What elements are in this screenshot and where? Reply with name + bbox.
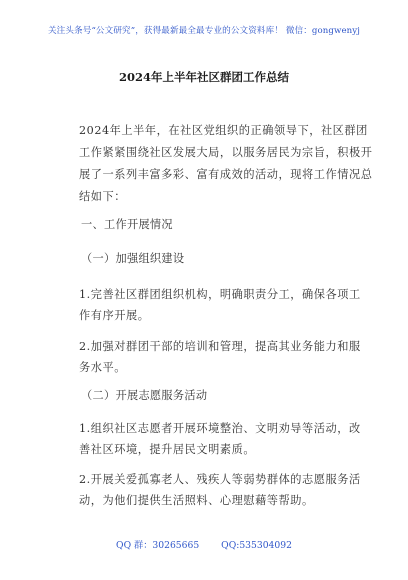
sub2-item1-line-1: 1.组织社区志愿者开展环境整治、文明劝导等活动，改 [79, 422, 361, 435]
intro-line-4: 结如下： [79, 190, 126, 203]
sub2-item2-line-2: 动，为他们提供生活照料、心理慰藉等帮助。 [79, 494, 314, 507]
header-banner: 关注头条号“公文研究”，获得最新最全最专业的公文资料库！ 微信：gongwenyj [47, 26, 361, 36]
document-title: 2024年上半年社区群团工作总结 [118, 70, 289, 84]
sub1-item2-line-1: 2.加强对群团干部的培训和管理，提高其业务能力和服 [79, 340, 361, 353]
intro-line-3: 展了一系列丰富多彩、富有成效的活动，现将工作情况总 [79, 168, 373, 181]
intro-line-1: 2024年上半年，在社区党组织的正确领导下，社区群团 [79, 124, 368, 137]
subsection-heading-2: （二）开展志愿服务活动 [81, 389, 208, 402]
sub1-item1-line-2: 作有序开展。 [79, 309, 150, 322]
sub1-item1-line-1: 1.完善社区群团组织机构，明确职责分工，确保各项工 [79, 288, 361, 301]
sub1-item2-line-2: 务水平。 [79, 361, 126, 374]
footer-qq-group: QQ 群：30265665 [116, 540, 200, 551]
subsection-heading-1: （一）加强组织建设 [81, 252, 185, 265]
footer-qq-number: QQ:535304092 [221, 540, 292, 551]
section-heading-1: 一、工作开展情况 [81, 218, 173, 231]
sub2-item1-line-2: 善社区环境，提升居民文明素质。 [79, 443, 256, 456]
sub2-item2-line-1: 2.开展关爱孤寡老人、残疾人等弱势群体的志愿服务活 [79, 473, 361, 486]
intro-line-2: 工作紧紧围绕社区发展大局，以服务居民为宗旨，积极开 [79, 146, 373, 159]
footer-contact [0, 537, 408, 551]
